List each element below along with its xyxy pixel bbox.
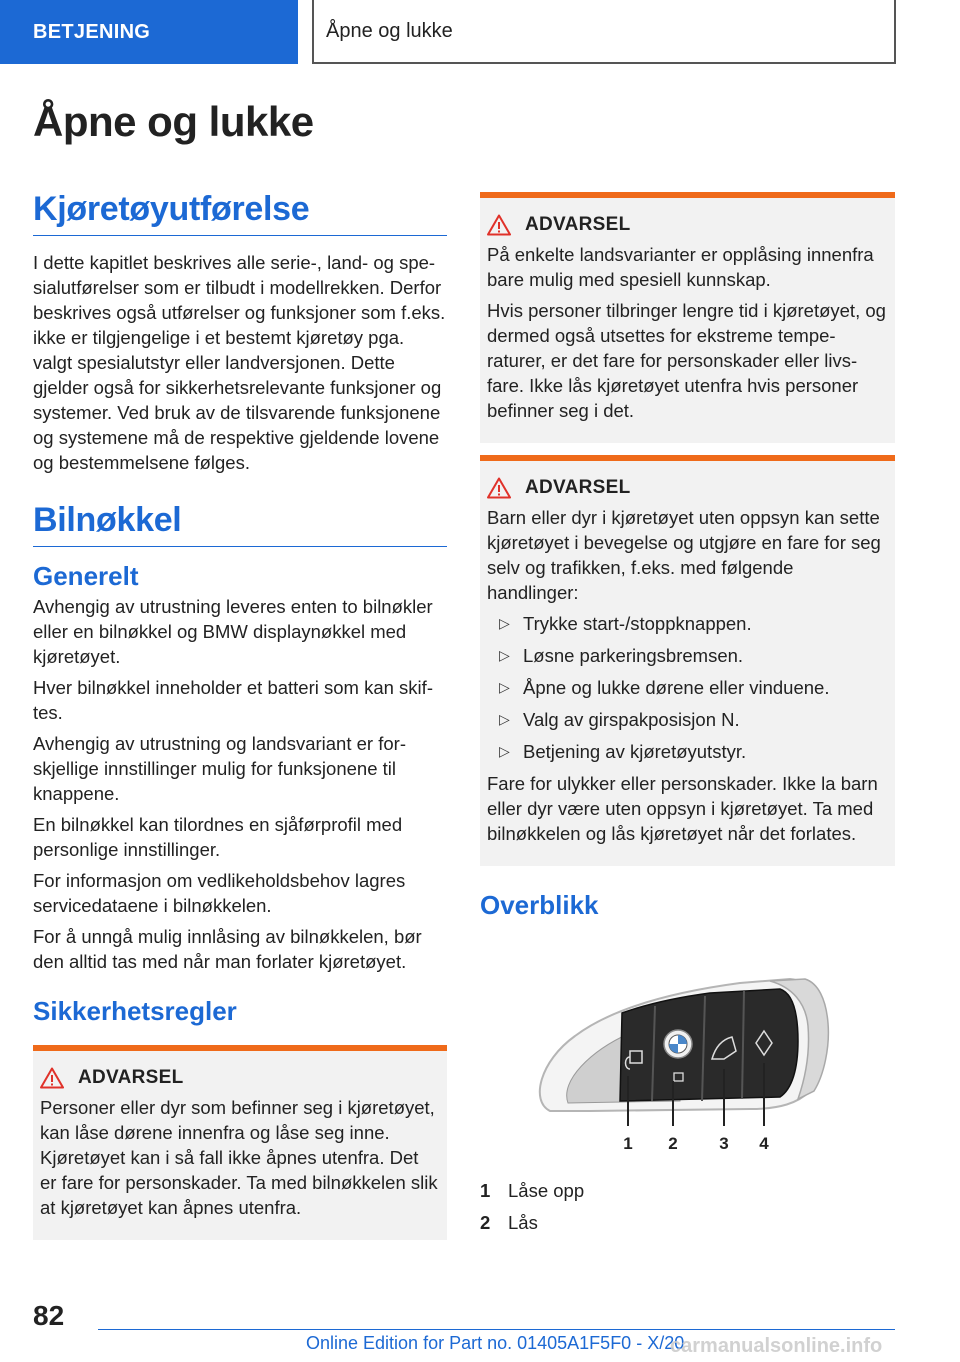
triangle-bullet-icon: ▷ [499, 615, 510, 631]
right-column [480, 192, 895, 1239]
page-number: 82 [33, 1300, 65, 1331]
warning-label: ADVARSEL [78, 1067, 184, 1088]
warning-text: Fare for ulykker eller personskader. Ikke la barn eller dyr være uten oppsyn i kjøretøyet. Ta med bilnøkkelen og lås kjøretøyet når det forlates. [487, 773, 878, 844]
callout-label: 3 [719, 1134, 729, 1153]
page-title: Åpne og lukke [33, 98, 314, 145]
general-paragraph: For å unngå mulig innlåsing av bilnøkkelen, bør den alltid tas med når man forlater kjøretøyet. [33, 926, 422, 972]
warning-text: Hvis personer tilbringer lengre tid i kjøretøyet, og dermed også utsettes for ekstreme temperaturer, er det fare for personskader eller livsfare. Ikke lås kjøretøyet utenfra hvis personer befinner seg i det. [487, 300, 886, 421]
edition-text: Online Edition for Part no. 01405A1F5F0 - X/20 [306, 1333, 685, 1353]
heading-safety-rules: Sikkerhetsregler [33, 996, 237, 1026]
list-item: ▷ Åpne og lukke dørene eller vinduene. [487, 675, 887, 700]
general-paragraph: Avhengig av utrustning og landsvariant er forskjellige innstillinger mulig for funksjonene til knappene. [33, 733, 406, 804]
heading-general: Generelt [33, 561, 139, 591]
callout-label: 4 [759, 1134, 769, 1153]
warning-triangle-icon [40, 1067, 64, 1089]
warning-text: Barn eller dyr i kjøretøyet uten oppsyn kan sette kjøretøyet i bevegelse og utgjøre en fare for seg selv og trafikken, f.eks. med følgende handlinger: [487, 507, 881, 603]
key-fob-illustration [480, 951, 895, 1161]
figure-legend [480, 1175, 895, 1239]
warning-triangle-icon [487, 214, 511, 236]
list-item: ▷ Betjening av kjøretøyutstyr. [487, 739, 887, 764]
general-paragraph: Avhengig av utrustning leveres enten to bilnøkler eller en bilnøkkel og BMW displaynøkkel med kjøretøyet. [33, 596, 433, 667]
warning-triangle-icon [487, 477, 511, 499]
chapter-tab: Åpne og lukke [312, 0, 896, 64]
legend-number: 2 [480, 1212, 491, 1233]
warning-box [480, 192, 895, 443]
section-tab: BETJENING [0, 0, 298, 64]
footer-rule [98, 1329, 895, 1330]
triangle-bullet-icon: ▷ [499, 711, 510, 727]
warning-list [487, 611, 887, 764]
heading-overview: Overblikk [480, 890, 599, 920]
heading-vehicle-version: Kjøretøyutførelse [33, 190, 447, 236]
legend-row [480, 1207, 895, 1239]
callout-label: 1 [623, 1134, 633, 1153]
triangle-bullet-icon: ▷ [499, 647, 510, 663]
heading-car-key: Bilnøkkel [33, 501, 447, 547]
legend-label: Låse opp [508, 1180, 585, 1201]
legend-label: Lås [508, 1212, 538, 1233]
list-item: ▷ Løsne parkeringsbremsen. [487, 643, 887, 668]
general-paragraph: En bilnøkkel kan tilordnes en sjåførprofil med personlige innstillinger. [33, 814, 403, 860]
warning-label: ADVARSEL [525, 477, 631, 498]
callout-label: 2 [668, 1134, 678, 1153]
watermark: carmanualsonline.info [670, 1335, 883, 1357]
legend-number: 1 [480, 1180, 491, 1201]
vehicle-version-text: I dette kapitlet beskrives alle serie-, land- og spesialutførelser som er tilbudt i modellrekken. Derfor beskrives også utførelser og funksjoner som f.eks. ikke er tilgjengelige i et bestemt kjøretøy pga. valgt spesialutstyr eller landversjonen. Dette gjelder også for sikkerhetsrelevante funksjoner og systemer. Ved bruk av de tilsvarende funksjonene og systemene må de respektive gjeldende lovene og bestemmelsene følges. [33, 252, 446, 473]
warning-text: På enkelte landsvarianter er opplåsing innenfra bare mulig med spesiell kunnskap. [487, 244, 874, 290]
warning-box [33, 1045, 447, 1240]
legend-row [480, 1175, 895, 1207]
list-item: ▷ Valg av girspakposisjon N. [487, 707, 887, 732]
list-item: ▷ Trykke start-/stoppknappen. [487, 611, 887, 636]
general-paragraph: Hver bilnøkkel inneholder et batteri som kan skiftes. [33, 677, 433, 723]
general-paragraph: For informasjon om vedlikeholdsbehov lagres servicedataene i bilnøkkelen. [33, 870, 406, 916]
triangle-bullet-icon: ▷ [499, 679, 510, 695]
triangle-bullet-icon: ▷ [499, 743, 510, 759]
warning-text: Personer eller dyr som befinner seg i kjøretøyet, kan låse dørene innenfra og låse seg inne. Kjøretøyet kan i så fall ikke åpnes utenfra. Det er fare for personskader. Ta med bilnøkkelen slik at kjøretøyet kan åpnes utenfra. [40, 1097, 438, 1218]
warning-label: ADVARSEL [525, 214, 631, 235]
warning-box [480, 455, 895, 866]
left-column [33, 190, 447, 1240]
